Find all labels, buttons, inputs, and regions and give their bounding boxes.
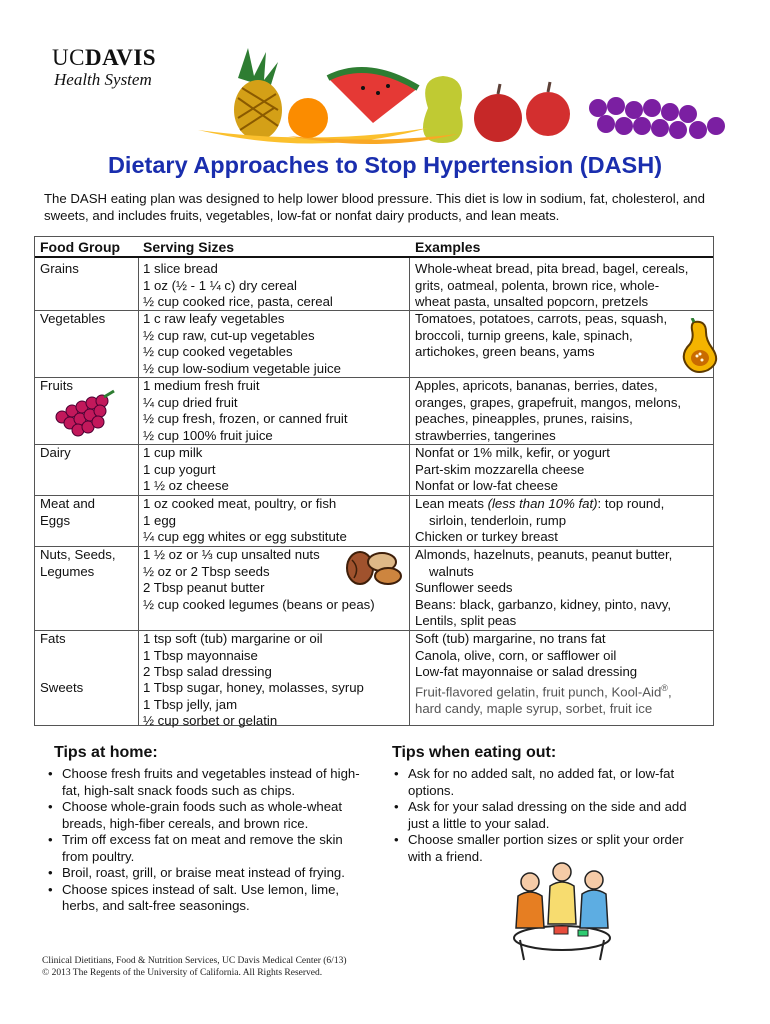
serving-line: ½ oz or 2 Tbsp seeds [143,563,270,579]
tips-out-list [392,766,702,865]
serving-line: 1 c raw leafy vegetables [143,311,285,326]
serving-line: 1 oz cooked meat, poultry, or fish [143,496,337,511]
examples-cell [415,311,713,361]
table-row-fats [35,630,713,680]
serving-cell [143,631,413,681]
group-label: Fats [40,631,66,646]
examples-cell [415,261,713,311]
registered-mark: ® [661,683,668,693]
group-label: Grains [40,261,79,276]
examples-line: sirloin, tenderloin, rump [429,512,567,528]
serving-line: 1 oz (½ - 1 ¼ c) dry cereal [143,277,297,293]
food-group-table [34,236,714,726]
serving-line: 1 cup yogurt [143,461,216,477]
serving-line: 1 egg [143,512,177,528]
examples-line: strawberries, tangerines [415,427,556,443]
intro-paragraph: The DASH eating plan was designed to help lower blood pressure. This diet is low in sodium, fat, cholesterol, and sweets, and includes fruits, vegetables, low-fat or nonfat dairy products, and lean meats. [44,191,705,223]
table-row-dairy [35,444,713,495]
serving-line: 1 ½ oz cheese [143,478,229,493]
group-cell [40,445,138,462]
serving-line: 2 Tbsp peanut butter [143,580,265,595]
examples-cell [415,445,713,495]
group-label: Fruits [40,378,73,393]
group-label: Eggs [40,512,71,528]
serving-cell [143,261,413,311]
examples-line: Canola, olive, corn, or safflower oil [415,647,617,663]
list-item: • Choose whole-grain foods such as whole-wheat breads, high-fiber cereals, and brown rice. [46,799,371,832]
examples-line: Chicken or turkey breast [415,529,558,544]
squash-illustration [676,318,726,374]
examples-line: Beans: black, garbanzo, kidney, pinto, navy, [415,596,672,612]
serving-line: ½ cup 100% fruit juice [143,427,273,443]
group-label: Sweets [40,680,84,695]
table-row-sweets [35,680,713,726]
group-label: Legumes [40,563,95,579]
examples-text: : top round, [597,496,665,511]
examples-line: Sunflower seeds [415,580,513,595]
examples-line: Almonds, hazelnuts, peanuts, peanut butter, [415,547,673,562]
serving-cell [143,496,413,546]
logo-uc: UC [52,45,85,70]
nuts-illustration [344,548,406,588]
header-serving-sizes: Serving Sizes [143,239,235,255]
header-food-group: Food Group [40,239,121,255]
page-title: Dietary Approaches to Stop Hypertension (DASH) [107,152,663,178]
group-cell [40,261,138,278]
serving-line: 1 Tbsp jelly, jam [143,696,238,712]
examples-line: Tomatoes, potatoes, carrots, peas, squash, [415,311,668,326]
group-label: Dairy [40,445,71,460]
examples-line [415,496,713,513]
examples-line: peaches, pineapples, prunes, raisins, [415,411,633,426]
group-cell [40,631,138,648]
tips-home-title: Tips at home: [54,744,158,761]
examples-cell [415,547,713,630]
serving-line: ½ cup cooked vegetables [143,344,293,359]
fruit-banner-illustration [178,48,734,148]
serving-line: ½ cup fresh, frozen, or canned fruit [143,411,348,426]
footer-copyright: © 2013 The Regents of the University of California. All Rights Reserved. [42,968,323,978]
group-cell [40,680,138,697]
grapes-illustration [52,387,118,437]
examples-line: Apples, apricots, bananas, berries, dates, [415,378,658,393]
logo-subtitle: Health System [54,70,152,89]
examples-line: Nonfat or 1% milk, kefir, or yogurt [415,445,610,460]
examples-line: Part-skim mozzarella cheese [415,461,585,477]
serving-line: 1 Tbsp sugar, honey, molasses, syrup [143,680,364,695]
serving-line: 1 cup milk [143,445,203,460]
tips-out-title: Tips when eating out: [392,744,557,761]
serving-cell [143,311,413,377]
serving-line: 2 Tbsp salad dressing [143,664,272,679]
examples-text: Lean meats [415,496,488,511]
group-label: Meat and [40,496,95,511]
footer [42,955,346,979]
serving-line: ½ cup low-sodium vegetable juice [143,360,341,376]
examples-line: Soft (tub) margarine, no trans fat [415,631,606,646]
table-header-row [35,237,713,258]
examples-line: grits, oatmeal, polenta, brown rice, whole- [415,277,660,293]
tips-home-list [46,766,371,915]
serving-line: ½ cup cooked rice, pasta, cereal [143,294,333,309]
serving-line: ½ cup cooked legumes (beans or peas) [143,596,375,612]
table-row-fruits [35,377,713,444]
table-row-grains [35,260,713,310]
examples-cell [415,496,713,546]
table-row-vegetables [35,310,713,377]
list-item: • Choose fresh fruits and vegetables instead of high-fat, high-salt snack foods such as chips. [46,766,371,799]
serving-cell [143,378,413,444]
serving-cell [143,445,413,495]
examples-line: Lentils, split peas [415,613,517,628]
list-item: • Trim off excess fat on meat and remove the skin from poultry. [46,832,371,865]
serving-line: 1 medium fresh fruit [143,378,260,393]
list-item: • Choose smaller portion sizes or split your order with a friend. [392,832,702,865]
examples-line: hard candy, maple syrup, sorbet, fruit ice [415,700,653,716]
serving-line: ½ cup raw, cut-up vegetables [143,327,315,343]
table-row-meat-eggs [35,495,713,546]
examples-italic-text: (less than 10% fat) [487,496,598,511]
group-cell [40,496,138,529]
examples-line: Low-fat mayonnaise or salad dressing [415,664,638,679]
examples-line: Whole-wheat bread, pita bread, bagel, cereals, [415,261,689,276]
serving-line: ¼ cup egg whites or egg substitute [143,529,347,544]
examples-cell [415,680,713,717]
dining-people-illustration [500,852,625,962]
logo-davis: DAVIS [84,45,157,70]
examples-line [415,680,713,701]
examples-line: oranges, grapes, grapefruit, mangos, melons, [415,394,682,410]
serving-line: 1 Tbsp mayonnaise [143,647,258,663]
serving-cell [143,680,413,730]
examples-cell [415,378,713,444]
serving-line: ½ cup sorbet or gelatin [143,713,278,728]
serving-line: ¼ cup dried fruit [143,394,238,410]
group-cell [40,547,138,580]
serving-line: 1 ½ oz or ⅓ cup unsalted nuts [143,547,320,562]
list-item: • Choose spices instead of salt. Use lemon, lime, herbs, and salt-free seasonings. [46,882,371,915]
footer-credit: Clinical Dietitians, Food & Nutrition Services, UC Davis Medical Center (6/13) [42,956,347,966]
list-item: • Ask for no added salt, no added fat, or low-fat options. [392,766,702,799]
examples-cell [415,631,713,681]
header-examples: Examples [415,239,481,255]
examples-text: , [667,684,672,700]
group-label: Vegetables [40,311,106,326]
examples-line: artichokes, green beans, yams [415,344,595,359]
serving-line: 1 tsp soft (tub) margarine or oil [143,631,323,646]
examples-line: Nonfat or low-fat cheese [415,478,558,493]
serving-line: 1 slice bread [143,261,218,276]
list-item: • Broil, roast, grill, or braise meat instead of frying. [46,865,371,882]
examples-line: wheat pasta, unsalted popcorn, pretzels [415,294,649,309]
examples-text: Fruit-flavored gelatin, fruit punch, Kool-Aid [415,684,662,700]
examples-line: walnuts [429,563,474,579]
group-label: Nuts, Seeds, [40,547,116,562]
examples-line: broccoli, turnip greens, kale, spinach, [415,327,633,343]
list-item: • Ask for your salad dressing on the side and add just a little to your salad. [392,799,702,832]
group-cell [40,311,138,328]
